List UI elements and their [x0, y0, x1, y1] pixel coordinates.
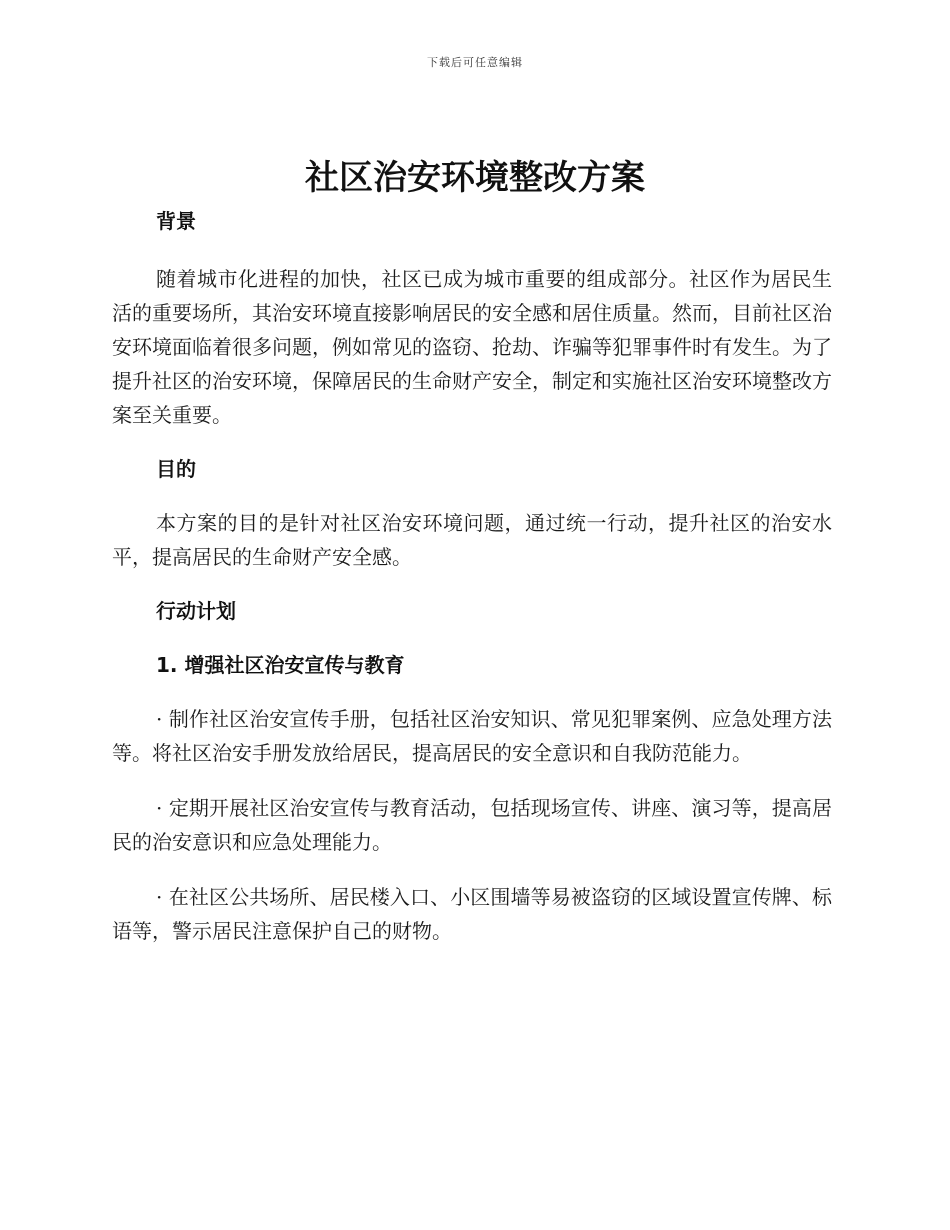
bullet-item: · 制作社区治安宣传手册，包括社区治安知识、常见犯罪案例、应急处理方法等。将社区治安手册发放给居民，提高居民的安全意识和自我防范能力。: [112, 707, 832, 765]
paragraph-background: 随着城市化进程的加快，社区已成为城市重要的组成部分。社区作为居民生活的重要场所，其治安环境直接影响居民的安全感和居住质量。然而，目前社区治安环境面临着很多问题，例如常见的盗窃、抢劫、诈骗等犯罪事件时有发生。为了提升社区的治安环境，保障居民的生命财产安全，制定和实施社区治安环境整改方案至关重要。: [112, 267, 832, 427]
paragraph-purpose: 本方案的目的是针对社区治安环境问题，通过统一行动，提升社区的治安水平，提高居民的生命财产安全感。: [112, 511, 832, 569]
bullet-item: · 定期开展社区治安宣传与教育活动，包括现场宣传、讲座、演习等，提高居民的治安意识和应急处理能力。: [112, 796, 832, 854]
page-header: 下载后可任意编辑: [427, 56, 523, 69]
section-heading-background: 背景: [156, 209, 196, 233]
subsection-heading-publicity-education: 1. 增强社区治安宣传与教育: [156, 653, 405, 677]
bullet-item: · 在社区公共场所、居民楼入口、小区围墙等易被盗窃的区域设置宣传牌、标语等，警示居民注意保护自己的财物。: [112, 885, 832, 943]
section-heading-action-plan: 行动计划: [156, 599, 236, 623]
document-title: 社区治安环境整改方案: [305, 158, 645, 198]
section-heading-purpose: 目的: [156, 457, 196, 481]
document-body: [112, 200, 832, 948]
